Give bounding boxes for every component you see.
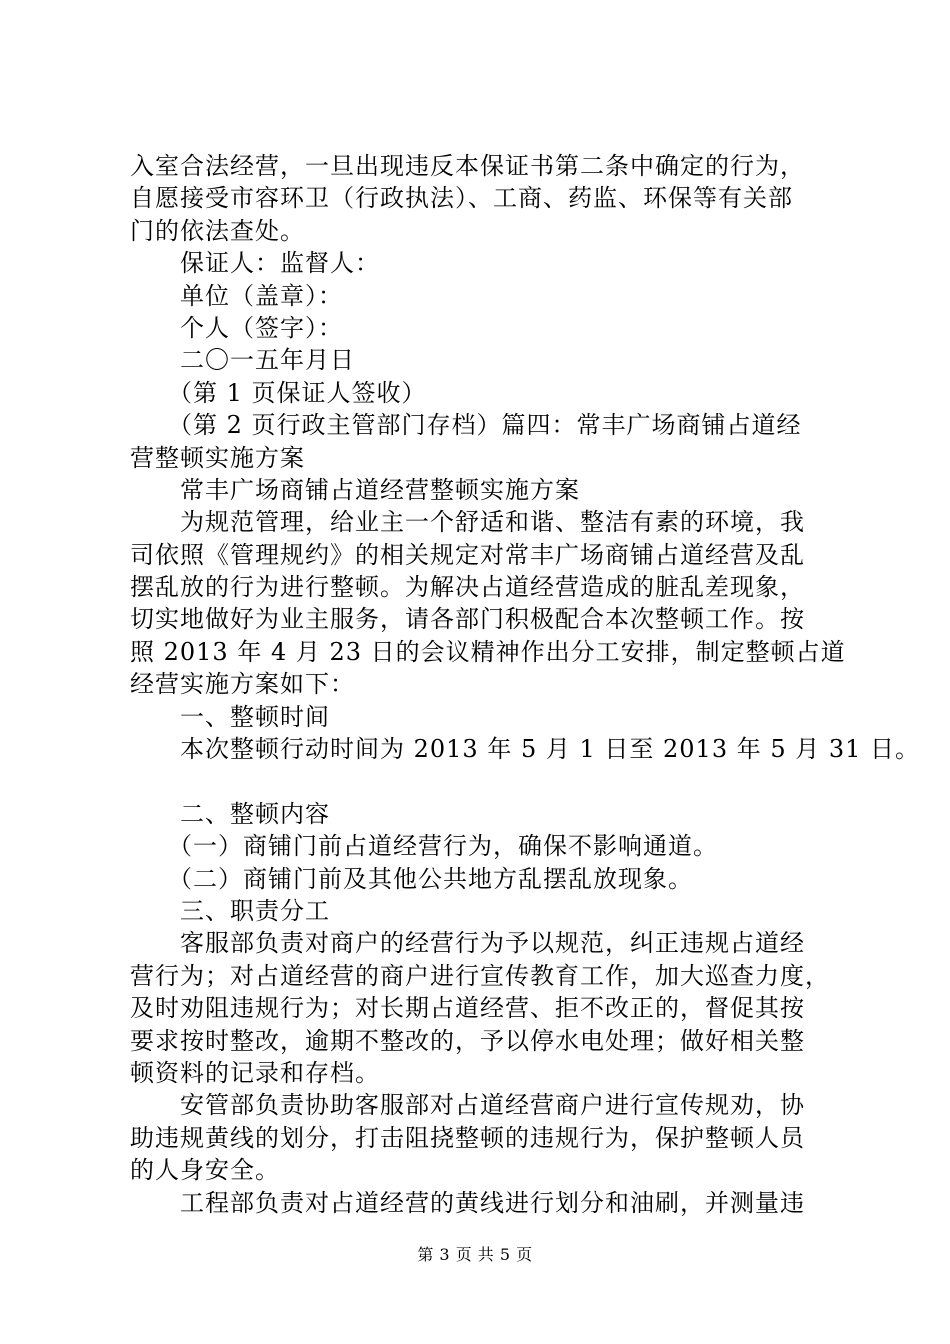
text-line: 自愿接受市容环卫（行政执法）、工商、药监、环保等有关部 [130, 184, 793, 213]
text-line: （二）商铺门前及其他公共地方乱摆乱放现象。 [130, 864, 693, 893]
text-line: 为规范管理，给业主一个舒适和谐、整洁有素的环境，我 [130, 508, 805, 537]
text-line: （一）商铺门前占道经营行为，确保不影响通道。 [130, 832, 718, 861]
text-line: 及时劝阻违规行为；对长期占道经营、拒不改正的，督促其按 [130, 994, 805, 1023]
text-line: 照 2013 年 4 月 23 日的会议精神作出分工安排，制定整顿占道 [130, 637, 846, 666]
text-line: 顿资料的记录和存档。 [130, 1058, 380, 1087]
text-line: 保证人：监督人： [130, 249, 380, 278]
text-line: 工程部负责对占道经营的黄线进行划分和油刷，并测量违 [130, 1188, 805, 1217]
text-line: （第 1 页保证人签收） [130, 378, 427, 407]
text-line: 助违规黄线的划分，打击阻挠整顿的违规行为，保护整顿人员 [130, 1123, 805, 1152]
document-body [130, 150, 921, 1219]
text-line: 的人身安全。 [130, 1156, 280, 1185]
text-line: 安管部负责协助客服部对占道经营商户进行宣传规劝，协 [130, 1091, 805, 1120]
text-line: 二〇一五年月日 [130, 346, 355, 375]
text-line [130, 765, 835, 797]
text-line: 摆乱放的行为进行整顿。为解决占道经营造成的脏乱差现象， [130, 573, 805, 602]
text-line: 营整顿实施方案 [130, 443, 305, 472]
text-line: 单位（盖章）： [130, 281, 343, 310]
text-line: 一、整顿时间 [130, 702, 330, 731]
text-line: 营行为；对占道经营的商户进行宣传教育工作，加大巡查力度， [130, 961, 830, 990]
page-footer: 第 3 页 共 5 页 [417, 1245, 533, 1264]
text-line: 常丰广场商铺占道经营整顿实施方案 [130, 475, 580, 504]
text-line: 本次整顿行动时间为 2013 年 5 月 1 日至 2013 年 5 月 31 日。 [130, 735, 921, 764]
text-line: 入室合法经营，一旦出现违反本保证书第二条中确定的行为， [130, 152, 805, 180]
text-line: 三、职责分工 [130, 896, 330, 925]
text-line: （第 2 页行政主管部门存档）篇四：常丰广场商铺占道经 [130, 411, 802, 440]
text-line: 客服部负责对商户的经营行为予以规范，纠正违规占道经 [130, 929, 805, 958]
text-line: 司依照《管理规约》的相关规定对常丰广场商铺占道经营及乱 [130, 540, 805, 569]
text-line: 门的依法查处。 [130, 216, 305, 245]
text-line: 要求按时整改，逾期不整改的，予以停水电处理；做好相关整 [130, 1026, 805, 1055]
text-line: 二、整顿内容 [130, 799, 330, 828]
text-line: 经营实施方案如下： [130, 670, 355, 699]
text-line: 切实地做好为业主服务，请各部门积极配合本次整顿工作。按 [130, 605, 805, 634]
text-line: 个人（签字）： [130, 313, 343, 342]
